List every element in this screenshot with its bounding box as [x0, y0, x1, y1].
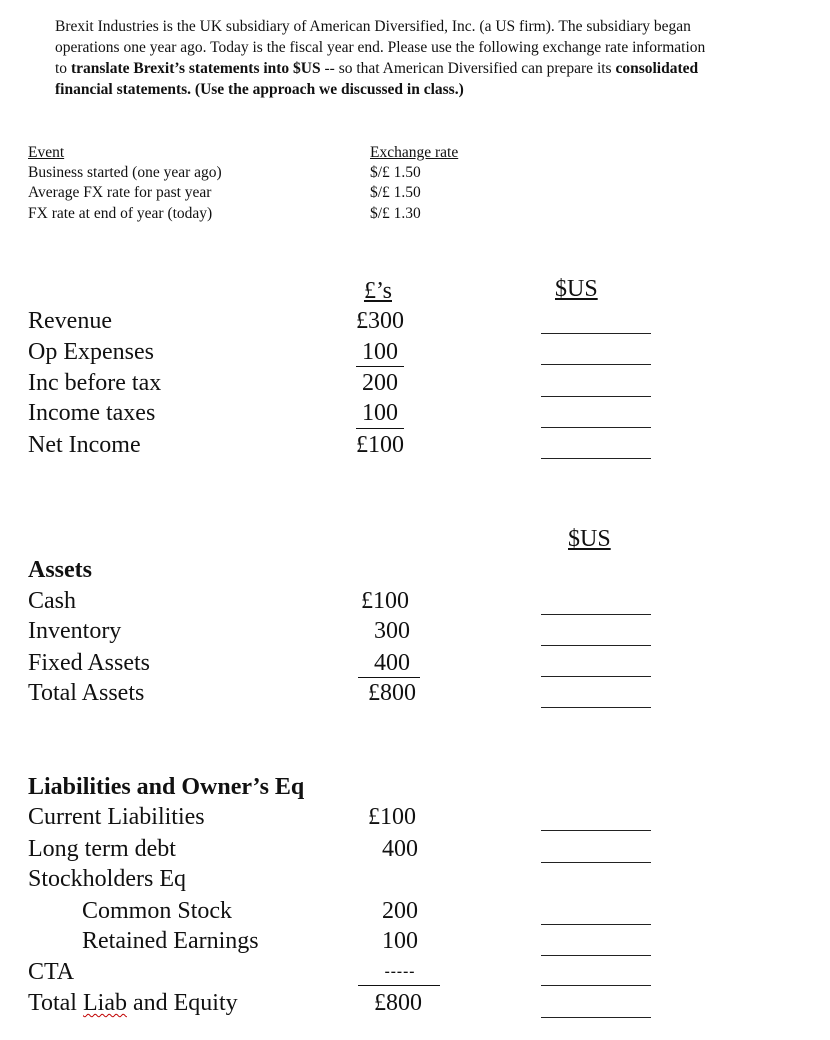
long-term-debt-label: Long term debt [28, 836, 176, 862]
long-term-debt-gbp: 400 [382, 836, 418, 862]
instructions-line-1: Brexit Industries is the UK subsidiary of American Diversified, Inc. (a US firm). The subsidiary began [55, 18, 691, 35]
current-liabilities-label: Current Liabilities [28, 804, 205, 830]
revenue-gbp: £300 [356, 308, 404, 334]
total-assets-usd-blank[interactable] [541, 707, 651, 708]
income-taxes-gbp: 100 [362, 400, 398, 426]
inc-before-tax-label: Inc before tax [28, 370, 162, 396]
event-header: Event [28, 144, 65, 161]
op-expenses-subtotal-rule [356, 366, 404, 367]
stockholders-eq-label: Stockholders Eq [28, 866, 186, 892]
fx-rate-average: $/£ 1.50 [370, 184, 421, 201]
income-taxes-label: Income taxes [28, 400, 156, 426]
fx-event-year-end: FX rate at end of year (today) [28, 205, 213, 222]
cash-gbp: £100 [361, 588, 409, 614]
inventory-usd-blank[interactable] [541, 645, 651, 646]
income-taxes-subtotal-rule [356, 428, 404, 429]
inventory-label: Inventory [28, 618, 122, 644]
total-assets-label: Total Assets [28, 680, 145, 706]
total-assets-gbp: £800 [368, 680, 416, 706]
usd-column-header-balance: $US [568, 526, 611, 552]
fixed-assets-gbp: 400 [374, 650, 410, 676]
total-liab-equity-gbp: £800 [374, 990, 422, 1016]
long-term-debt-usd-blank[interactable] [541, 862, 651, 863]
op-expenses-label: Op Expenses [28, 339, 154, 365]
retained-earnings-usd-blank[interactable] [541, 955, 651, 956]
retained-earnings-label: Retained Earnings [82, 928, 259, 954]
fx-event-business-started: Business started (one year ago) [28, 164, 222, 181]
net-income-usd-blank[interactable] [541, 458, 651, 459]
retained-earnings-gbp: 100 [382, 928, 418, 954]
fx-rate-business-started: $/£ 1.50 [370, 164, 421, 181]
op-expenses-gbp: 100 [362, 339, 398, 365]
fixed-assets-label: Fixed Assets [28, 650, 151, 676]
assets-heading: Assets [28, 557, 92, 583]
cta-label: CTA [28, 959, 75, 985]
inc-before-tax-usd-blank[interactable] [541, 396, 651, 397]
net-income-gbp: £100 [356, 432, 404, 458]
liabilities-equity-heading: Liabilities and Owner’s Eq [28, 774, 305, 800]
total-liab-equity-usd-blank[interactable] [541, 1017, 651, 1018]
inventory-gbp: 300 [374, 618, 410, 644]
fx-event-average: Average FX rate for past year [28, 184, 212, 201]
instructions-paragraph [55, 16, 705, 100]
usd-column-header-income: $US [555, 276, 598, 302]
cash-usd-blank[interactable] [541, 614, 651, 615]
fixed-assets-usd-blank[interactable] [541, 676, 651, 677]
net-income-label: Net Income [28, 432, 141, 458]
revenue-label: Revenue [28, 308, 112, 334]
cta-subtotal-rule [358, 985, 440, 986]
instructions-line-4: financial statements. (Use the approach we discussed in class.) [55, 81, 464, 98]
cash-label: Cash [28, 588, 76, 614]
revenue-usd-blank[interactable] [541, 333, 651, 334]
gbp-column-header: £’s [363, 278, 392, 304]
total-liab-equity-label: Total Liab and Equity [28, 990, 238, 1016]
common-stock-gbp: 200 [382, 898, 418, 924]
current-liabilities-gbp: £100 [368, 804, 416, 830]
exchange-rate-header: Exchange rate [370, 144, 459, 161]
current-liabilities-usd-blank[interactable] [541, 830, 651, 831]
common-stock-usd-blank[interactable] [541, 924, 651, 925]
op-expenses-usd-blank[interactable] [541, 364, 651, 365]
inc-before-tax-gbp: 200 [362, 370, 398, 396]
cta-usd-blank[interactable] [541, 985, 651, 986]
instructions-line-3: to translate Brexit’s statements into $US -- so that American Diversified can prepare its consolidated [55, 60, 699, 77]
income-taxes-usd-blank[interactable] [541, 427, 651, 428]
cta-gbp: ----- [384, 963, 416, 980]
fx-rate-year-end: $/£ 1.30 [370, 205, 421, 222]
instructions-line-2: operations one year ago. Today is the fiscal year end. Please use the following exchange rate information [55, 39, 706, 56]
common-stock-label: Common Stock [82, 898, 233, 924]
